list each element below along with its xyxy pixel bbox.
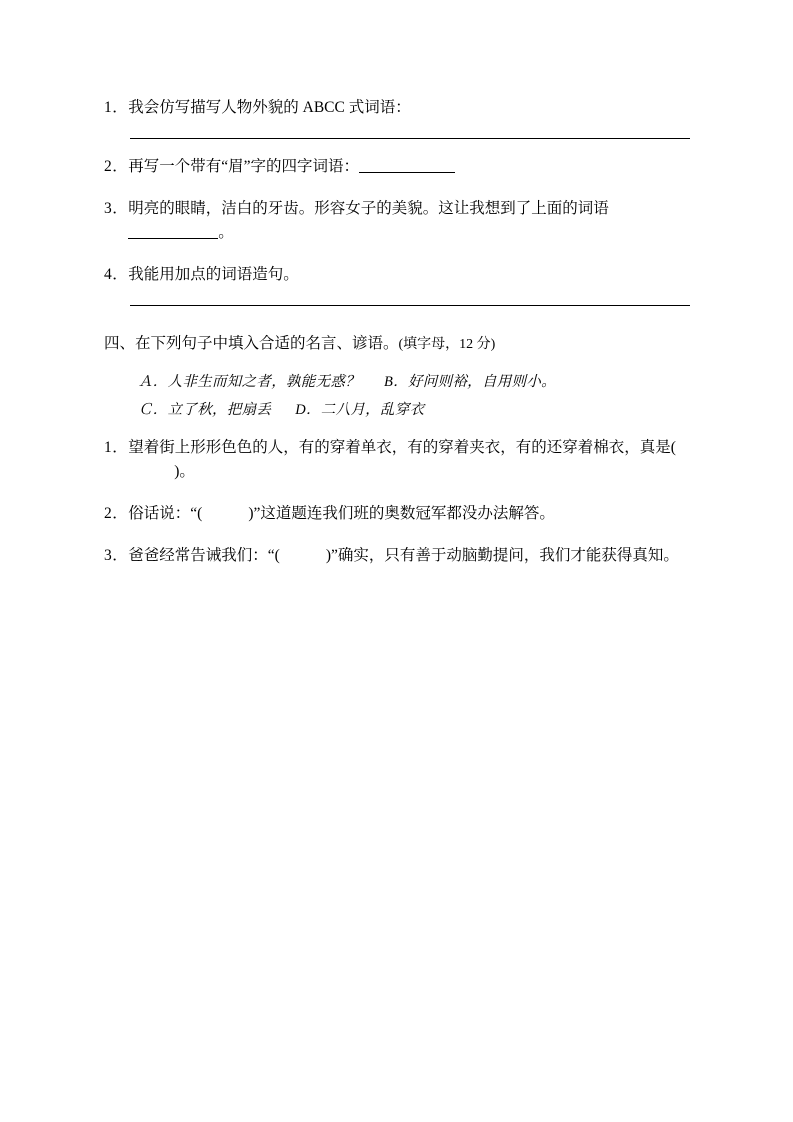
fill-question-item-2	[104, 502, 689, 526]
question-text	[128, 155, 689, 179]
section-heading-note: (填字母，12 分)	[398, 337, 496, 353]
question-item-1	[104, 96, 689, 120]
question-text-after: )”这道题连我们班的奥数冠军都没办法解答。	[248, 505, 555, 523]
question-item-3	[104, 197, 689, 245]
question-text-before: 望着街上形形色色的人，有的穿着单衣，有的穿着夹衣，有的还穿着棉衣，真是(	[128, 439, 676, 457]
choice-row-2	[138, 397, 689, 425]
question-text-after: )”确实，只有善于动脑勤提问，我们才能获得真知。	[325, 547, 679, 565]
question-text-before: 爸爸经常告诫我们：“(	[128, 547, 280, 565]
question-text-before: 再写一个带有“眉”字的四字词语：	[128, 158, 360, 176]
choice-d[interactable]: D．二八月，乱穿衣	[295, 401, 425, 418]
question-number: 2．	[104, 158, 129, 176]
choice-list	[138, 369, 689, 424]
fill-question-item-1	[104, 436, 689, 484]
question-text-tail: 。	[218, 224, 234, 242]
fill-question-item-3	[104, 544, 689, 568]
choice-b[interactable]: B．好问则裕，自用则小。	[384, 374, 556, 391]
question-text-before: 俗话说：“(	[128, 505, 203, 523]
section-heading-text: 四、在下列句子中填入合适的名言、谚语。	[104, 335, 399, 353]
question-number: 4．	[104, 266, 129, 284]
question-text-body: 明亮的眼睛，洁白的牙齿。形容女子的美貌。这让我想到了上面的词语	[128, 200, 609, 218]
question-text	[128, 197, 689, 245]
question-text: 我会仿写描写人物外貌的 ABCC 式词语：	[128, 99, 411, 116]
question-item-2	[104, 155, 689, 179]
worksheet-content	[104, 96, 689, 568]
question-number: 3．	[104, 547, 129, 565]
question-text	[128, 544, 689, 568]
section-heading	[104, 332, 689, 355]
question-text: 我能用加点的词语造句。	[128, 266, 299, 284]
choice-row-1	[138, 369, 689, 397]
choice-a[interactable]: Ａ．人非生而知之者，孰能无惑？	[138, 374, 360, 391]
question-number: 3．	[104, 200, 129, 218]
question-number: 1．	[104, 99, 129, 116]
choice-c[interactable]: Ｃ．立了秋，把扇丢	[138, 401, 272, 418]
answer-rule-4[interactable]	[130, 305, 690, 306]
question-number: 2．	[104, 505, 129, 523]
answer-rule-1[interactable]	[130, 138, 690, 139]
question-text-after: )。	[174, 463, 195, 481]
question-text	[128, 436, 689, 484]
question-number: 1．	[104, 439, 129, 457]
question-text	[128, 502, 689, 526]
question-item-4	[104, 263, 689, 287]
answer-blank-2[interactable]	[359, 157, 455, 174]
answer-blank-3[interactable]	[128, 223, 218, 240]
